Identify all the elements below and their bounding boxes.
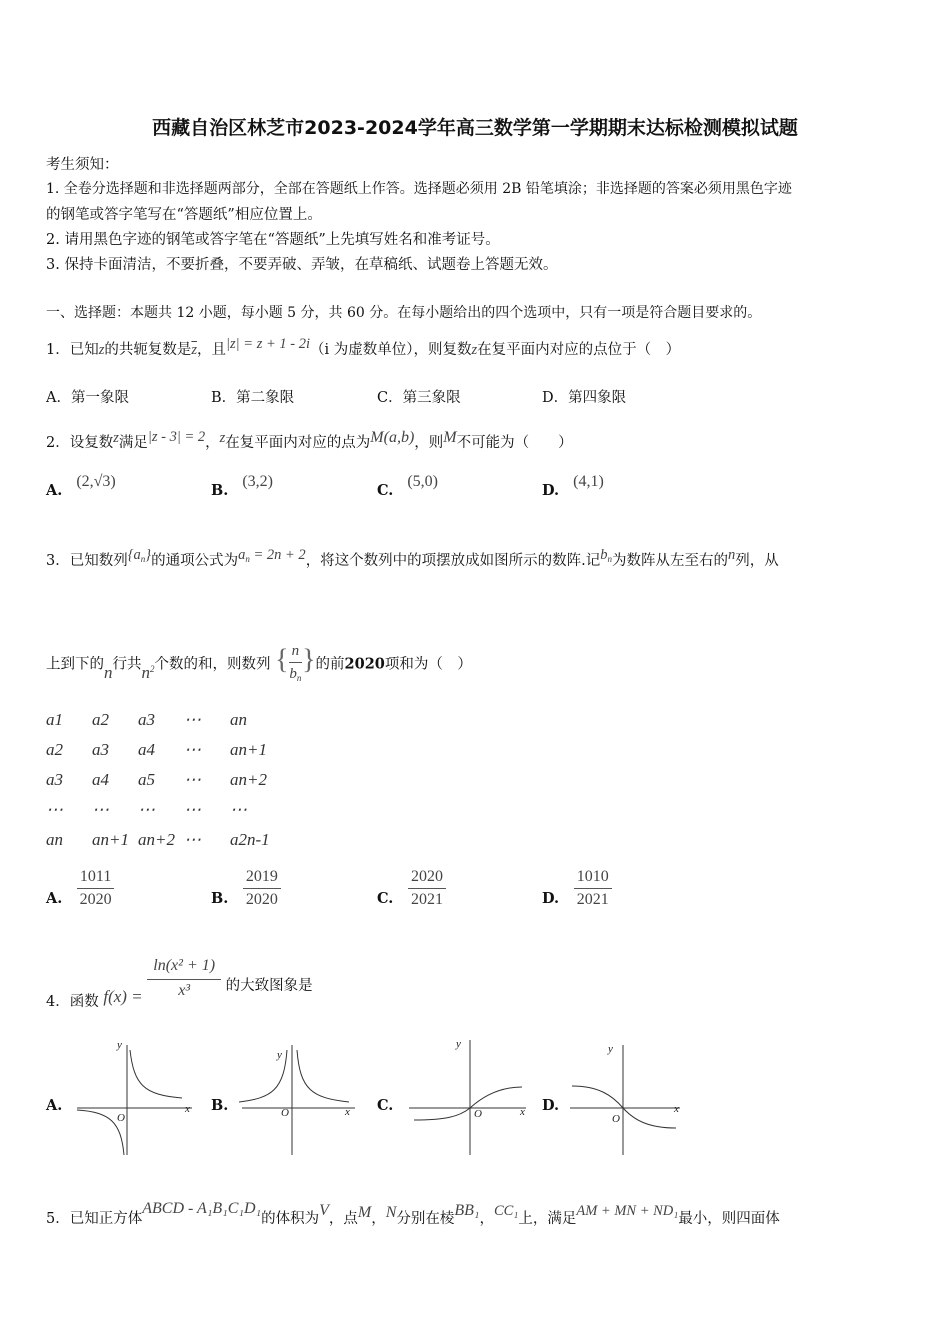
q2-option-c[interactable]: C.(5,0) <box>377 473 438 499</box>
x-axis-label: x <box>185 1103 190 1115</box>
origin-label: O <box>117 1112 125 1124</box>
matrix-row: ⋯ ⋯ ⋯ ⋯ ⋯ <box>46 800 247 819</box>
section-heading: 一、选择题：本题共 12 小题，每小题 5 分，共 60 分。在每小题给出的四个选项中，只有一项是符合题目要求的。 <box>46 305 762 321</box>
q3-option-c[interactable]: C. $\frac{2020}{2021}$ <box>377 866 446 911</box>
origin-label: O <box>281 1107 289 1119</box>
q2-option-d[interactable]: D.(4,1) <box>542 473 604 499</box>
q4-graph-c[interactable] <box>404 1035 532 1158</box>
origin-label: O <box>612 1113 620 1125</box>
y-axis-label: y <box>456 1038 461 1050</box>
q3-option-a[interactable]: A. $\frac{1011}{2020}$ <box>46 866 114 911</box>
q4-option-b-label[interactable]: B. <box>211 1097 229 1114</box>
q4-option-c-label[interactable]: C. <box>377 1097 394 1114</box>
q1-option-b[interactable]: B．第二象限 <box>211 390 295 406</box>
page-title: 西藏自治区林芝市2023-2024学年高三数学第一学期期末达标检测模拟试题 <box>152 117 798 139</box>
q4-option-a-label[interactable]: A. <box>46 1097 63 1114</box>
matrix-row: a3 a4 a5 ⋯ an+2 <box>46 770 267 789</box>
q1-equation: |z| = z + 1 - 2i <box>226 336 310 352</box>
question-3-line-1: 3．已知数列$\{a_n\}$的通项公式为$a_n = 2n + 2$，将这个数列中的项摆放成如图所示的数阵.记$b_n$为数阵从左至右的n列，从 <box>46 547 779 569</box>
question-5: 5．已知正方体ABCD - A₁B₁C₁D₁的体积为V，点M，N分别在棱BB₁，CC₁上，满足AM + MN + ND₁最小，则四面体 <box>46 1200 780 1227</box>
q1-option-a[interactable]: A．第一象限 <box>46 390 129 406</box>
q2-option-a[interactable]: A.(2,√3) <box>46 473 116 499</box>
notice-line-1a: 1. 全卷分选择题和非选择题两部分，全部在答题纸上作答。选择题必须用 2B 铅笔填涂；非选择题的答案必须用黑色字迹 <box>46 181 792 197</box>
q1-option-c[interactable]: C．第三象限 <box>377 390 461 406</box>
q1-option-d[interactable]: D．第四象限 <box>542 390 627 406</box>
q4-option-d-label[interactable]: D. <box>542 1097 560 1114</box>
question-1: 1．已知z的共轭复数是$\overline{z}$，且|z| = z + 1 - 2i（i 为虚数单位），则复数z在复平面内对应的点位于（ ） <box>46 336 681 358</box>
x-axis-label: x <box>520 1106 525 1118</box>
q2-option-b[interactable]: B.(3,2) <box>211 473 273 499</box>
matrix-row: a1 a2 a3 ⋯ an <box>46 710 247 729</box>
y-axis-label: y <box>117 1040 122 1051</box>
origin-label: O <box>474 1108 482 1120</box>
question-3-line-2: 上到下的n行共$n^2$个数的和，则数列 { $\frac{n}{b_n}$ }的前2020项和为（ ） <box>46 640 472 689</box>
y-axis-label: y <box>277 1049 282 1061</box>
notice-line-1b: 的钢笔或答字笔写在“答题纸”相应位置上。 <box>46 207 322 223</box>
y-axis-label: y <box>608 1043 613 1055</box>
matrix-row: an an+1 an+2 ⋯ a2n-1 <box>46 830 270 849</box>
q4-graph-d[interactable] <box>568 1040 688 1158</box>
matrix-row: a2 a3 a4 ⋯ an+1 <box>46 740 267 759</box>
q4-graph-b[interactable] <box>237 1040 365 1158</box>
x-axis-label: x <box>674 1103 679 1115</box>
notice-line-3: 3. 保持卡面清洁，不要折叠，不要弄破、弄皱，在草稿纸、试题卷上答题无效。 <box>46 257 558 273</box>
question-2: 2．设复数z满足|z - 3| = 2，z在复平面内对应的点为M(a,b)，则M不可能为（ ） <box>46 429 573 451</box>
notice-heading: 考生须知： <box>46 157 119 173</box>
q3-option-d[interactable]: D. $\frac{1010}{2021}$ <box>542 866 612 911</box>
question-4: 4．函数 f(x) = $\frac{\text{ln(x² + 1)}}{\text{x³}}$ 的大致图象是 <box>46 953 313 1002</box>
q4-graph-a[interactable] <box>72 1040 200 1158</box>
notice-line-2: 2. 请用黑色字迹的钢笔或答字笔在“答题纸”上先填写姓名和准考证号。 <box>46 232 500 248</box>
number-matrix <box>46 705 276 855</box>
q3-option-b[interactable]: B. $\frac{2019}{2020}$ <box>211 866 281 911</box>
x-axis-label: x <box>345 1106 350 1118</box>
